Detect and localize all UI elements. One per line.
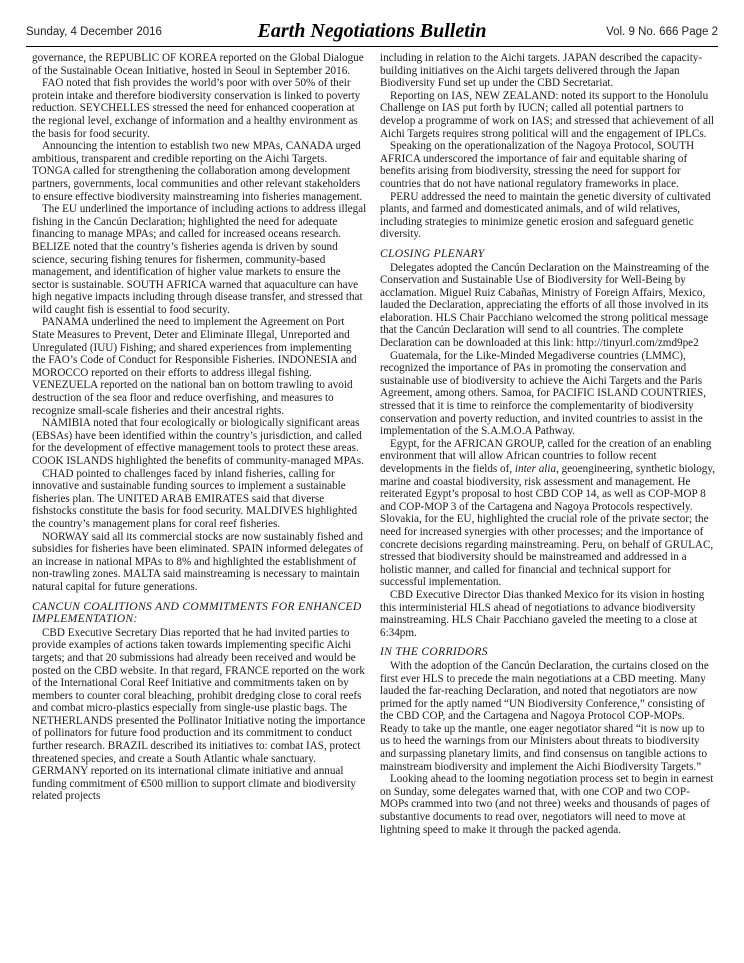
paragraph: CBD Executive Director Dias thanked Mexico for its vision in hosting this interministerial HLS ahead of negotiations to advance biodiversity mainstreaming. HLS Chair Pacchiano gaveled the meeting to a close at 6:34pm. — [380, 588, 705, 639]
paragraph: With the adoption of the Cancún Declaration, the curtains closed on the first ever HLS to precede the main negotiations at a CBD meeting. Many lauded the far-reaching Declaration, and noted that negotiators are now primed for the aptly named “UN Biodiversity Conference,” consisting of the CBD COP, and the Cartagena and Nagoya Protocol COP-MOPs. Ready to take up the mantle, one eager negotiator shared “it is now up to us to heed the warnings from our Ministers about threats to biodiversity and surpassing planetary limits, and find consensus on tangible actions to mainstream biodiversity and implement the Aichi Biodiversity Targets.” — [380, 659, 709, 773]
header-volume-page: Vol. 9 No. 666 Page 2 — [606, 26, 718, 38]
paragraph: NAMIBIA noted that four ecologically or biologically significant areas (EBSAs) have been identified within the country’s jurisdiction, and called for the development of effective management tools to protect these areas. COOK ISLANDS highlighted the benefits of community-managed MPAs. — [32, 417, 364, 467]
paragraph: including in relation to the Aichi targets. JAPAN described the capacity-building initiatives on the Aichi targets delivered through the Japan Biodiversity Fund set up under the CBD Secretariat. — [380, 52, 703, 90]
paragraph: CHAD pointed to challenges faced by inland fisheries, calling for innovative and sustainable funding sources to implement a sustainable fisheries plan. The UNITED ARAB EMIRATES said that diverse fishstocks constitute the basis for food security. MALDIVES highlighted the country’s management plans for coral reef fisheries. — [32, 467, 358, 530]
paragraph: Reporting on IAS, NEW ZEALAND: noted its support to the Honolulu Challenge on IAS put forth by IUCN; called all potential partners to develop a programme of work on IAS; and stressed that achievement of all Aichi Targets requires strong political will and the engagement of IPLCs. — [380, 89, 715, 140]
publication-title: Earth Negotiations Bulletin — [257, 20, 487, 42]
paragraph-text: Egypt, for the AFRICAN GROUP, called for the creation of an enabling environment that will allow African countries to follow recent developments in the fields of, — [380, 437, 712, 475]
right-column — [380, 52, 715, 836]
latin-phrase: inter alia — [514, 463, 557, 475]
section-heading: IN THE CORRIDORS — [380, 645, 488, 659]
page-header — [26, 22, 718, 47]
paragraph: FAO noted that fish provides the world’s poor with over 50% of their protein intake and therefore biodiversity conservation is linked to poverty reduction. SEYCHELLES stressed the need for enhanced cooperation at the regional level, exchange of information and a healthy environment as the basis for food security. — [32, 77, 361, 140]
paragraph: CBD Executive Secretary Dias reported that he had invited parties to provide examples of actions taken towards implementing specific Aichi targets; and that 20 submissions had already been received and would be posted on the CBD website. In that regard, FRANCE reported on the work of the International Coral Reef Initiative and commitments taken on by members to counter coral bleaching, prohibit dredging close to coral reefs and combat micro-plastics especially from single-use plastic bags. The NETHERLANDS presented the Pollinator Initiative noting the importance of pollinators for future food production and its commitment to conduct further research. BRAZIL described its initiatives to: combat IAS, protect threatened species, and create a South Atlantic whale sanctuary. GERMANY reported on its international climate initiative and annual funding commitment of €500 million to support climate and biodiversity related projects — [32, 626, 366, 803]
paragraph: Looking ahead to the looming negotiation process set to begin in earnest on Sunday, some delegates warned that, with one COP and two COP-MOPs crammed into two (and not three) weeks and thousands of pages of substantive documents to read over, negotiators will need to move at lightning speed to make it through the packed agenda. — [380, 773, 714, 836]
section-heading: CLOSING PLENARY — [380, 246, 485, 260]
paragraph — [380, 438, 715, 589]
paragraph: Guatemala, for the Like-Minded Megadiverse countries (LMMC), recognized the importance of PAs in promoting the conservation and sustainable use of biodiversity to achieve the Aichi Targets and the Paris Agreement, among others. Samoa, for PACIFIC ISLAND COUNTRIES, stressed that it is time to reinforce the complementarity of biodiversity conservation and poverty reduction, and invited countries to assist in the implementation of the S.A.M.O.A Pathway. — [380, 349, 707, 438]
paragraph: Announcing the intention to establish two new MPAs, CANADA urged ambitious, transparent and credible reporting on the Aichi Targets. TONGA called for strengthening the collaboration among development partners, governments, local communities and other relevant stakeholders to ensure effective biodiversity mainstreaming into fisheries management. — [32, 140, 363, 203]
paragraph: Delegates adopted the Cancún Declaration on the Mainstreaming of the Conservation and Sustainable Use of Biodiversity for Well-Being by acclamation. Miguel Ruiz Cabañas, Ministry of Foreign Affairs, Mexico, lauded the Declaration, appreciating the efforts of all those involved in its elaboration. HLS Chair Pacchiano welcomed the strong political message that the Cancún Declaration will send to all countries. The complete Declaration can be downloaded at this link: http://tinyurl.com/zmd9pe2 — [380, 261, 709, 350]
paragraph: The EU underlined the importance of including actions to address illegal fishing in the Cancún Declaration; highlighted the need for adequate financing to manage MPAs; and called for increased oceans research. BELIZE noted that the country’s fisheries agenda is driven by sound science, securing fishing tenures for fishermen, community-based management, and identification of higher value markets to ensure the sector is sustainable. SOUTH AFRICA warned that aquaculture can have high negative impacts including through disease transfer, and stressed that wild caught fish is essential to food security. — [32, 203, 367, 316]
paragraph: governance, the REPUBLIC OF KOREA reported on the Global Dialogue of the Sustainable Ocean Initiative, hosted in Seoul in September 2016. — [32, 52, 364, 77]
paragraph: PANAMA underlined the need to implement the Agreement on Port State Measures to Prevent, Deter and Eliminate Illegal, Unreported and Unregulated (IUU) Fishing; and shared experiences from implementing the FAO’s Code of Conduct for Responsible Fisheries. INDONESIA and MOROCCO reported on their efforts to address illegal fishing. VENEZUELA reported on the national ban on bottom trawling to avoid destruction of the sea floor and reduce overfishing, and measures to recognize small-scale fisheries and their ancestral rights. — [32, 316, 357, 417]
left-column — [32, 52, 367, 803]
section-heading: CANCUN COALITIONS AND COMMITMENTS FOR ENHANCED IMPLEMENTATION: — [32, 599, 362, 626]
header-date: Sunday, 4 December 2016 — [26, 26, 162, 38]
paragraph: Speaking on the operationalization of the Nagoya Protocol, SOUTH AFRICA underscored the importance of fair and equitable sharing of benefits arising from biodiversity, stressing the need for support for countries that do not have national regulatory frameworks in place. — [380, 140, 695, 190]
paragraph-text: , geoengineering, synthetic biology, marine and coastal biodiversity, risk assessment and management. He reiterated Egypt’s proposal to host CBD COP 14, as well as COP-MOP 8 and COP-MOP 3 of the Cartagena and Nagoya Protocols respectively. Slovakia, for the EU, highlighted the crucial role of the private sector; the need for increased synergies with other processes; and the importance of concrete decisions regarding mainstreaming. Peru, on behalf of GRULAC, stressed that biodiversity should be mainstreamed and addressed in a holistic manner, and called for financial and technical support for successful implementation. — [380, 463, 716, 589]
paragraph: PERU addressed the need to maintain the genetic diversity of cultivated plants, and farmed and domesticated animals, and of wild relatives, including strategies to minimize genetic erosion and safeguard genetic diversity. — [380, 190, 711, 241]
paragraph: NORWAY said all its commercial stocks are now sustainably fished and subsidies for fisheries have been eliminated. SPAIN informed delegates of an increase in national MPAs to 8% and highlighted the establishment of non-trawling zones. MALTA said mainstreaming is necessary to maintain natural capital for future generations. — [32, 530, 364, 593]
